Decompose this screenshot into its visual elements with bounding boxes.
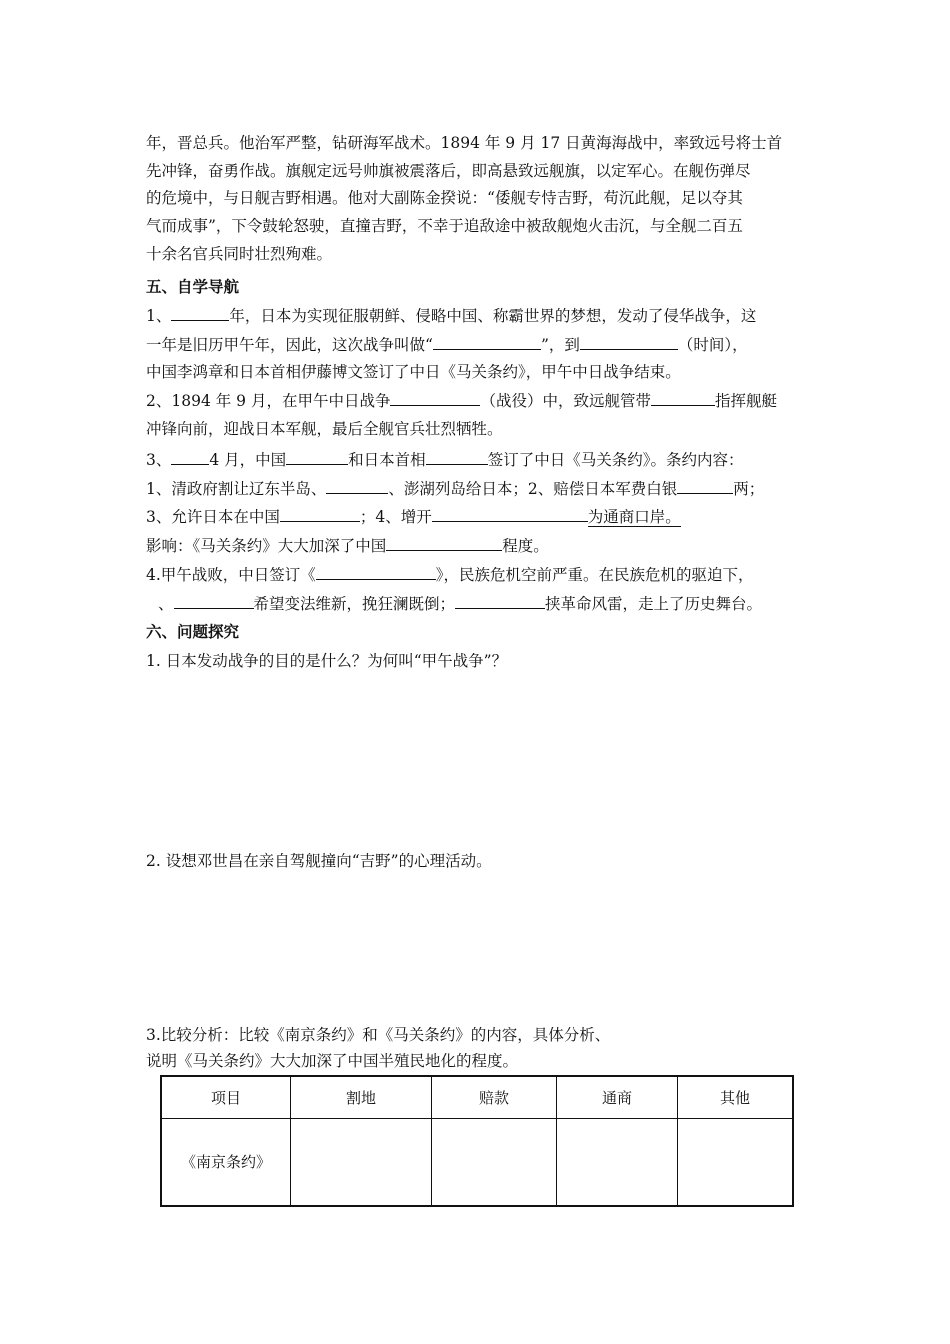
q1-line3: 中国李鸿章和日本首相伊藤博文签订了中日《马关条约》，甲午中日战争结束。: [146, 363, 681, 381]
question-2: 2. 设想邓世昌在亲自驾舰撞向“吉野”的心理活动。: [146, 852, 492, 870]
blank-territory[interactable]: [326, 478, 388, 494]
table-cell-input[interactable]: [432, 1118, 557, 1206]
blank-revolutionary[interactable]: [455, 593, 545, 609]
blank-permission[interactable]: [280, 506, 360, 522]
q4-line1: 4.甲午战败，中日签订《 》，民族危机空前严重。在民族危机的驱迫下，: [146, 566, 754, 584]
table-row: [161, 1118, 793, 1206]
table-header-row: [161, 1076, 793, 1118]
blank-japanese-pm[interactable]: [426, 449, 488, 465]
table-header-cell: 项目: [161, 1076, 291, 1118]
blank-time[interactable]: [580, 334, 678, 350]
table-cell-input[interactable]: [678, 1118, 794, 1206]
q1-line2: 一年是旧历甲午年，因此，这次战争叫做“ ”，到 （时间），: [146, 336, 748, 354]
section-five-title: 五、自学导航: [146, 278, 240, 296]
q2-line1: 2、1894 年 9 月，在甲午中日战争 （战役）中，致远舰管带 指挥舰艇: [146, 392, 777, 410]
table-cell-label: 《南京条约》: [161, 1118, 291, 1206]
blank-battle[interactable]: [390, 390, 480, 406]
blank-indemnity[interactable]: [677, 478, 733, 494]
blank-impact[interactable]: [386, 535, 502, 551]
passage-line: 气而成事”，下令鼓轮怒驶，直撞吉野，不幸于追敌途中被敌舰炮火击沉，与全舰二百五: [146, 217, 743, 235]
q1-line1: 1、 年，日本为实现征服朝鲜、侵略中国、称霸世界的梦想，发动了侵华战争，这: [146, 307, 757, 325]
q2-line2: 冲锋向前，迎战日本军舰，最后全舰官兵壮烈牺牲。: [146, 420, 503, 438]
passage-line: 先冲锋，奋勇作战。旗舰定远号帅旗被震落后，即高悬致远舰旗，以定军心。在舰伤弹尽: [146, 162, 751, 180]
table-cell-input[interactable]: [291, 1118, 432, 1206]
q3-line2: 1、清政府割让辽东半岛、 、澎湖列岛给日本；2、赔偿日本军费白银 两；: [146, 480, 765, 498]
blank-treaty[interactable]: [316, 564, 436, 580]
q3-line3: 3、允许日本在中国 ；4、增开 为通商口岸。: [146, 508, 681, 526]
table-header-cell: 割地: [291, 1076, 432, 1118]
table-header-cell: 通商: [557, 1076, 678, 1118]
passage-line: 年，晋总兵。他治军严整，钻研海军战术。1894 年 9 月 17 日黄海海战中，率致远号将士首: [146, 134, 783, 152]
table-cell-input[interactable]: [557, 1118, 678, 1206]
section-six-title: 六、问题探究: [146, 623, 240, 641]
q3-line1: 3、 4 月，中国 和日本首相 签订了中日《马关条约》。条约内容：: [146, 451, 744, 469]
q3-impact: 影响：《马关条约》大大加深了中国 程度。: [146, 537, 549, 555]
question-3-line1: 3.比较分析：比较《南京条约》和《马关条约》的内容，具体分析、: [146, 1026, 611, 1044]
question-3-line2: 说明《马关条约》大大加深了中国半殖民地化的程度。: [146, 1052, 519, 1070]
blank-year[interactable]: [171, 305, 229, 321]
table-header-cell: 其他: [678, 1076, 794, 1118]
blank-treaty-year[interactable]: [171, 449, 209, 465]
blank-chinese-official[interactable]: [286, 449, 348, 465]
passage-line: 十余名官兵同时壮烈殉难。: [146, 245, 333, 263]
table-header-cell: 赔款: [432, 1076, 557, 1118]
blank-reformers[interactable]: [174, 593, 254, 609]
blank-ports[interactable]: [432, 506, 588, 522]
passage-line: 的危境中，与日舰吉野相遇。他对大副陈金揆说：“倭舰专恃吉野，苟沉此舰，足以夺其: [146, 189, 743, 207]
blank-war-name[interactable]: [433, 334, 541, 350]
comparison-table: [160, 1075, 794, 1207]
q4-line2: 、 希望变法维新，挽狂澜既倒； 挟革命风雷，走上了历史舞台。: [158, 595, 763, 613]
blank-captain[interactable]: [651, 390, 715, 406]
question-1: 1. 日本发动战争的目的是什么？为何叫“甲午战争”？: [146, 652, 508, 670]
